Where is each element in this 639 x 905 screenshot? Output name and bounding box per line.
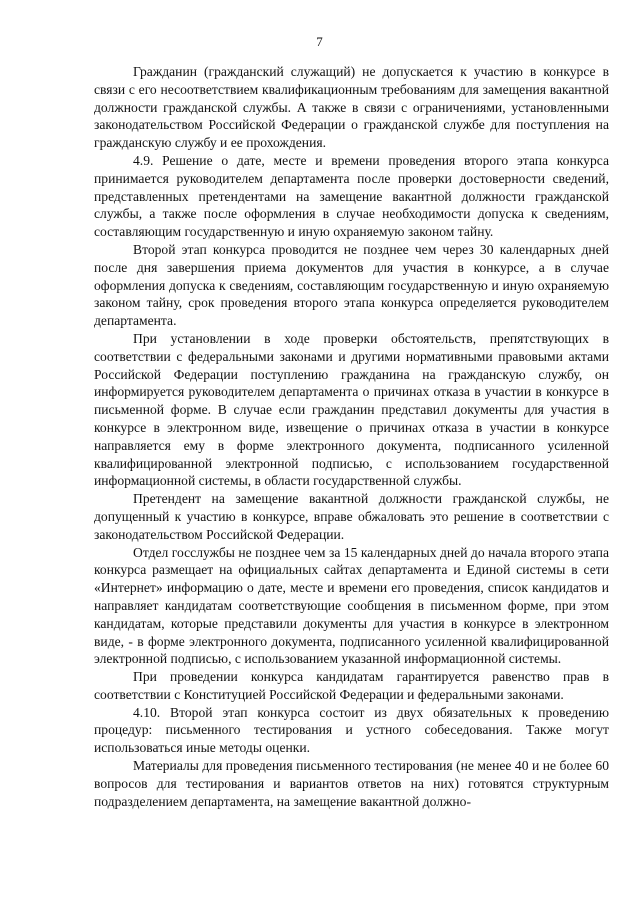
paragraph-equal-rights: При проведении конкурса кандидатам гарантируется равенство прав в соответствии с Конституцией Российской Федерации и федеральными законами. [94,669,609,702]
paragraph-announcement: Отдел госслужбы не позднее чем за 15 календарных дней до начала второго этапа конкурса размещает на официальных сайтах департамента и Единой системы в сети «Интернет» информацию о дате, месте и времени его проведения, список кандидатов и направляет кандидатам соответствующие сообщения в письменном форме, при этом кандидатам, которые представили документы для участия в конкурсе в электронном виде, - в форме электронного документа, подписанного усиленной квалифицированной электронной подписью, с использованием указанной информационной системы. [94,544,609,667]
paragraph-refusal-notification: При установлении в ходе проверки обстоятельств, препятствующих в соответствии с федеральными законами и другими нормативными правовыми актами Российской Федерации поступлению гражданина на гражданскую службу, он информируется руководителем департамента о причинах отказа в участии в конкурсе в письменной форме. В случае если гражданин представил документы для участия в конкурсе в электронном виде, извещение о причинах отказа в участии в конкурсе направляется ему в форме электронного документа, подписанного усиленной квалифицированной электронной подписью, с использованием государственной информационной системы, в области государственной службы. [94,330,609,489]
paragraph-appeal-right: Претендент на замещение вакантной должности гражданской службы, не допущенный к участию в конкурсе, вправе обжаловать это решение в соответствии с законодательством Российской Федерации. [94,491,609,542]
paragraph-second-stage-deadline: Второй этап конкурса проводится не позднее чем через 30 календарных дней после дня завершения приема документов для участия в конкурсе, а в случае оформления допуска к сведениям, составляющим государственную и иную охраняемую законом тайну, срок проведения второго этапа конкурса определяется руководителем департамента. [94,241,609,329]
page-number: 7 [316,34,323,49]
paragraph-test-materials: Материалы для проведения письменного тестирования (не менее 40 и не более 60 вопросов для тестирования и вариантов ответов на них) готовятся структурным подразделением департамента, на замещение вакантной должно- [94,758,609,809]
document-body [94,63,609,810]
paragraph-admission-refusal: Гражданин (гражданский служащий) не допускается к участию в конкурсе в связи с его несоответствием квалификационным требованиям для замещения вакантной должности гражданской службы. А также в связи с ограничениями, установленными законодательством Российской Федерации о гражданской службе для поступления на гражданскую службу и ее прохождения. [94,64,609,151]
paragraph-4-9-decision: 4.9. Решение о дате, месте и времени проведения второго этапа конкурса принимается руководителем департамента после проверки достоверности сведений, представленных претендентами на замещение вакантной должности гражданской службы, а также после оформления в случае необходимости допуска к сведениям, составляющим государственную и иную охраняемую законом тайну. [94,152,609,240]
paragraph-4-10-procedures: 4.10. Второй этап конкурса состоит из двух обязательных к проведению процедур: письменного тестирования и устного собеседования. Также могут использоваться иные методы оценки. [94,704,609,756]
